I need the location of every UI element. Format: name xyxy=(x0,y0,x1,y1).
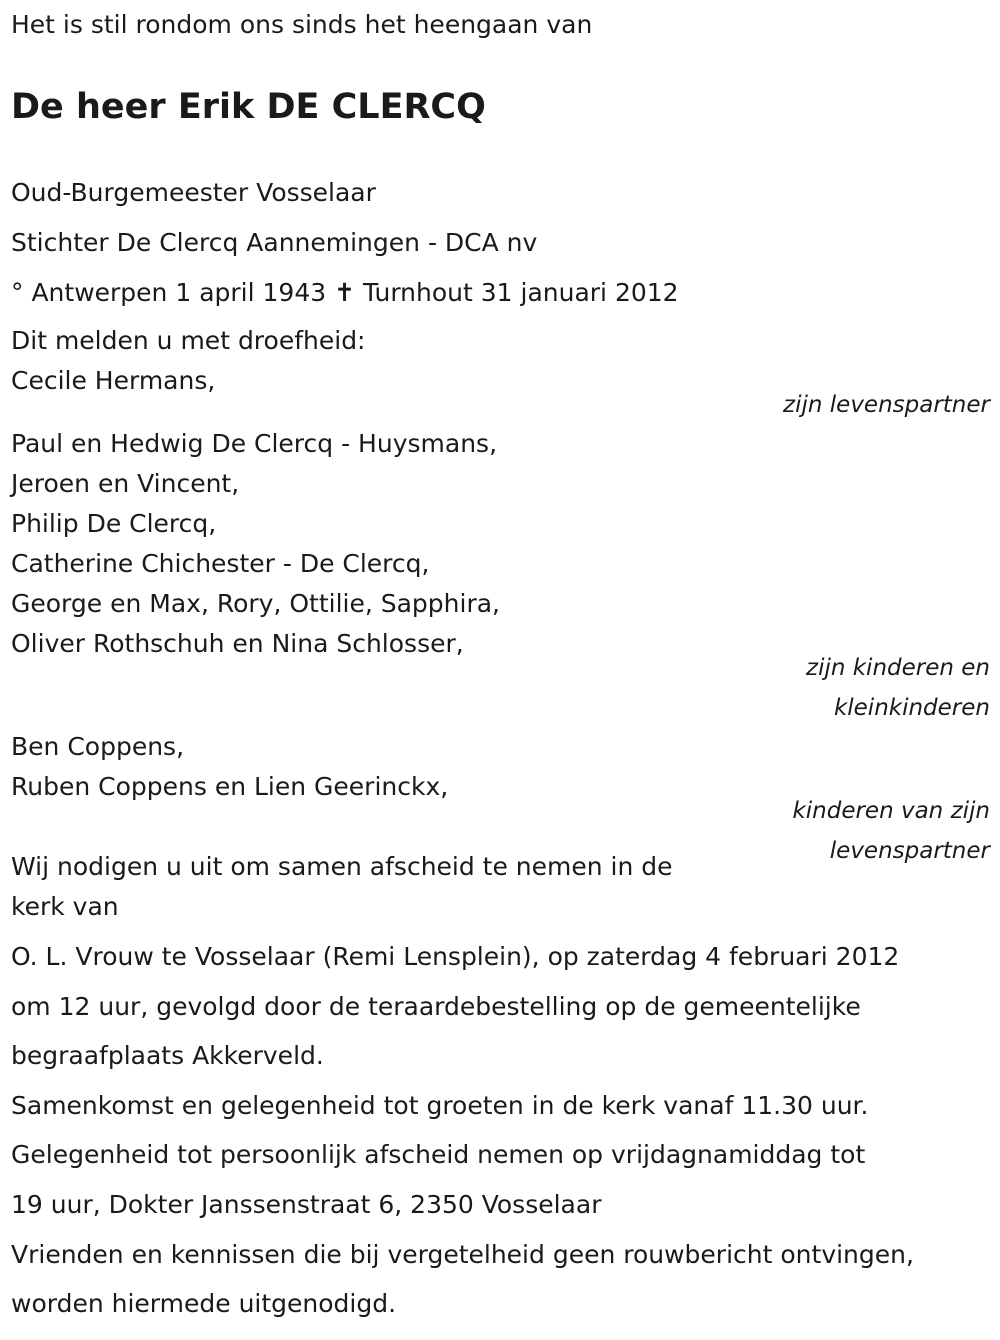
ceremony-line-3: begraafplaats Akkerveld. xyxy=(11,1041,324,1070)
invitation-line-1: Wij nodigen u uit om samen afscheid te nemen in de xyxy=(11,852,673,881)
life-dates xyxy=(11,278,679,308)
ceremony-line-1: O. L. Vrouw te Vosselaar (Remi Lensplein), op zaterdag 4 februari 2012 xyxy=(11,942,900,971)
children-name-5: George en Max, Rory, Ottilie, Sapphira, xyxy=(11,589,501,618)
children-name-3: Philip De Clercq, xyxy=(11,509,217,538)
children-role xyxy=(806,648,990,728)
ceremony-line-4: Samenkomst en gelegenheid tot groeten in de kerk vanaf 11.30 uur. xyxy=(11,1091,869,1120)
partner-children-name-1: Ben Coppens, xyxy=(11,732,185,761)
title-line-2: Stichter De Clercq Aannemingen - DCA nv xyxy=(11,228,538,257)
partner-children-name-2: Ruben Coppens en Lien Geerinckx, xyxy=(11,772,449,801)
children-name-4: Catherine Chichester - De Clercq, xyxy=(11,549,430,578)
intro-text: Het is stil rondom ons sinds het heengaan van xyxy=(11,10,593,39)
children-name-6: Oliver Rothschuh en Nina Schlosser, xyxy=(11,629,464,658)
ceremony-line-2: om 12 uur, gevolgd door de teraardebestelling op de gemeentelijke xyxy=(11,992,861,1021)
cross-icon: ✝ xyxy=(334,278,356,307)
children-name-2: Jeroen en Vincent, xyxy=(11,469,240,498)
ceremony-line-6: 19 uur, Dokter Janssenstraat 6, 2350 Vosselaar xyxy=(11,1190,602,1219)
children-role-line-1: zijn kinderen en xyxy=(806,655,990,681)
partner-children-role-line-2: levenspartner xyxy=(829,838,990,864)
ceremony-line-5: Gelegenheid tot persoonlijk afscheid nemen op vrijdagnamiddag tot xyxy=(11,1140,866,1169)
invitation-line-2: kerk van xyxy=(11,892,119,921)
title-line-1: Oud-Burgemeester Vosselaar xyxy=(11,178,376,207)
deceased-name: De heer Erik DE CLERCQ xyxy=(11,87,486,127)
announcement: Dit melden u met droefheid: xyxy=(11,326,366,355)
birth-symbol: ° xyxy=(11,278,24,307)
partner-children-role-line-1: kinderen van zijn xyxy=(792,798,990,824)
partner-role-line: zijn levenspartner xyxy=(783,392,990,418)
birth-info: Antwerpen 1 april 1943 xyxy=(31,278,327,307)
ceremony-line-7: Vrienden en kennissen die bij vergetelheid geen rouwbericht ontvingen, xyxy=(11,1240,914,1269)
death-info: Turnhout 31 januari 2012 xyxy=(363,278,679,307)
children-name-1: Paul en Hedwig De Clercq - Huysmans, xyxy=(11,429,498,458)
children-role-line-2: kleinkinderen xyxy=(833,695,990,721)
ceremony-line-8: worden hiermede uitgenodigd. xyxy=(11,1289,397,1318)
partner-children-role xyxy=(792,791,990,871)
partner-name: Cecile Hermans, xyxy=(11,366,216,395)
partner-role xyxy=(783,385,990,425)
